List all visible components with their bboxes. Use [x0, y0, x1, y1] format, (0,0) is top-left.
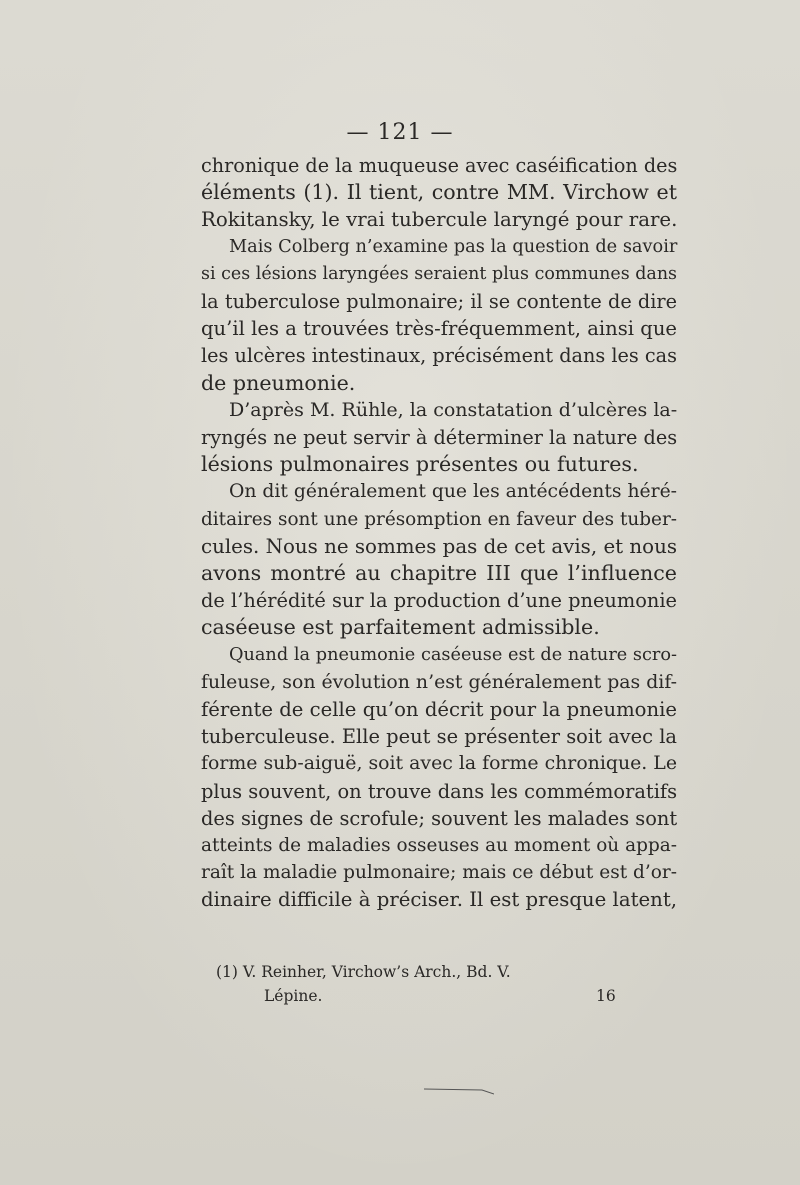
text-line: Rokitansky, le vrai tubercule laryngé pour rare. — [201, 208, 678, 232]
footnote: (1) V. Reinher, Virchow’s Arch., Bd. V. — [216, 963, 511, 981]
text-line: avons montré au chapitre III que l’influence — [201, 561, 677, 586]
text-line: plus souvent, on trouve dans les commémoratifs — [201, 779, 678, 803]
text-line: Mais Colberg n’examine pas la question de savoir — [229, 236, 678, 257]
text-line: qu’il les a trouvées très-fréquemment, ainsi que — [201, 317, 677, 341]
text-line: Quand la pneumonie caséeuse est de nature scro- — [229, 644, 677, 665]
text-line: de pneumonie. — [201, 370, 356, 395]
signature-number: 16 — [596, 987, 616, 1005]
text-line: fuleuse, son évolution n’est généralement pas dif- — [201, 670, 678, 693]
text-line: cules. Nous ne sommes pas de cet avis, et nous — [201, 534, 677, 558]
text-line: raît la maladie pulmonaire; mais ce début est d’or- — [201, 862, 677, 884]
text-line: férente de celle qu’on décrit pour la pneumonie — [201, 698, 677, 722]
text-line: chronique de la muqueuse avec caséification des — [201, 154, 678, 177]
text-line: si ces lésions laryngées seraient plus communes dans — [201, 263, 677, 284]
ink-stroke-decoration — [424, 1086, 494, 1096]
text-line: les ulcères intestinaux, précisément dans les cas — [201, 344, 677, 368]
text-line: lésions pulmonaires présentes ou futures. — [201, 452, 639, 477]
text-line: D’après M. Rühle, la constatation d’ulcères la- — [229, 398, 678, 421]
text-line: On dit généralement que les antécédents héré- — [229, 481, 678, 503]
text-line: éléments (1). Il tient, contre MM. Virchow et — [201, 180, 677, 205]
text-line: ditaires sont une présomption en faveur des tuber- — [201, 508, 677, 530]
body-text — [201, 152, 677, 914]
text-line: tuberculeuse. Elle peut se présenter soit avec la — [201, 725, 677, 749]
text-line: des signes de scrofule; souvent les malades sont — [201, 806, 678, 830]
text-line: de l’hérédité sur la production d’une pneumonie — [201, 589, 677, 613]
text-line: dinaire difficile à préciser. Il est presque latent, — [201, 888, 677, 912]
text-line: forme sub-aiguë, soit avec la forme chronique. Le — [201, 752, 677, 775]
signature-author: Lépine. — [264, 987, 323, 1005]
text-line: caséeuse est parfaitement admissible. — [201, 615, 600, 640]
text-line: la tuberculose pulmonaire; il se contente de dire — [201, 290, 677, 314]
page-number: — 121 — — [346, 120, 454, 145]
text-line: ryngés ne peut servir à déterminer la nature des — [201, 426, 678, 450]
text-line: atteints de maladies osseuses au moment où appa- — [201, 835, 677, 857]
